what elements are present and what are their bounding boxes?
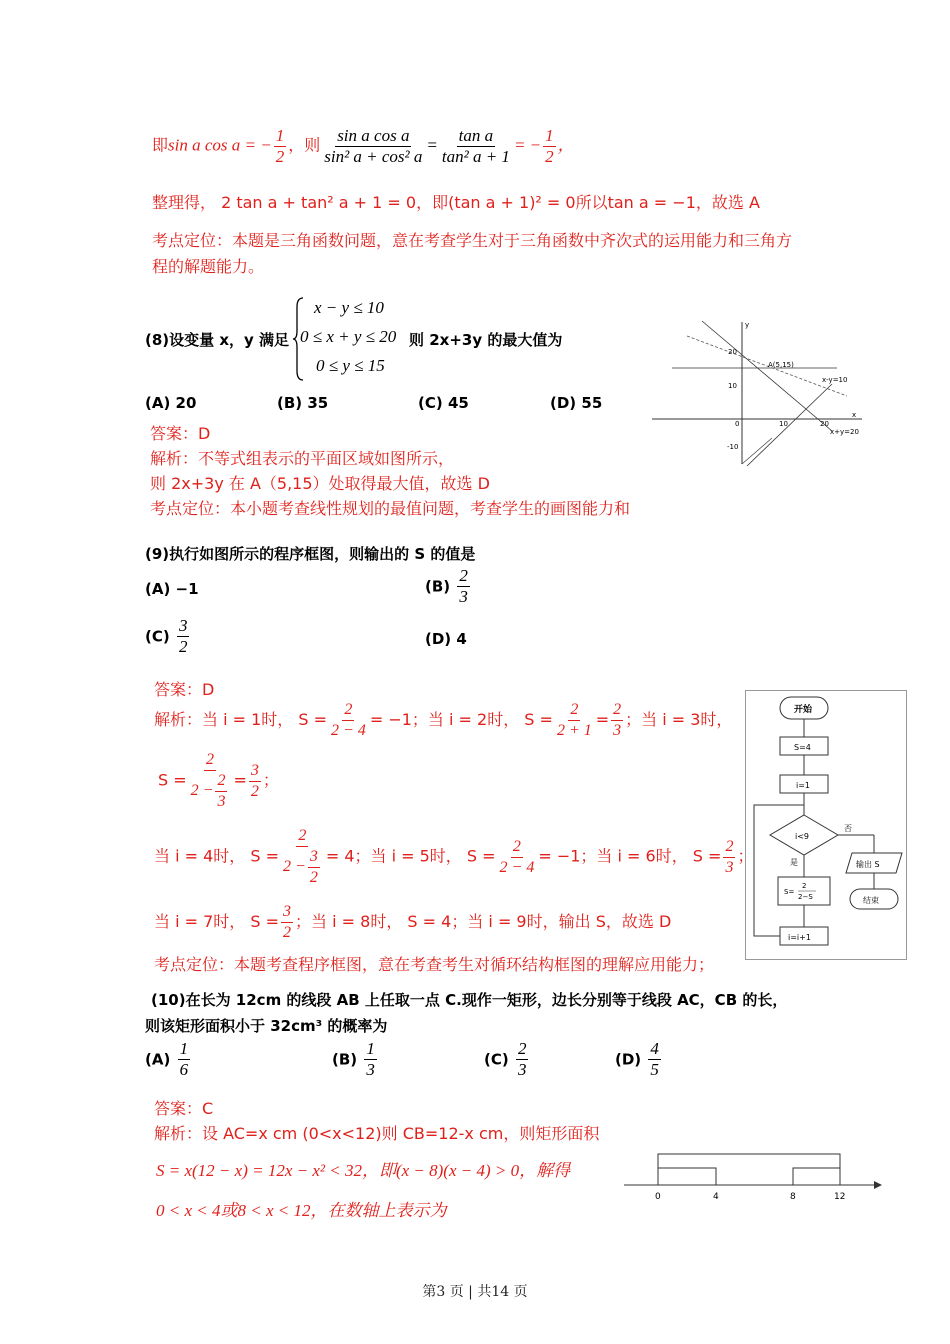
- q7-end: ，: [557, 135, 575, 155]
- q9-l3-a: 当 i = 4时， S =: [154, 846, 280, 866]
- q9-l2-res: [249, 761, 261, 802]
- q9-l3-den: [281, 847, 324, 888]
- q9-l3-f2-num: 2: [511, 837, 523, 858]
- q10-option-c-frac: [516, 1039, 529, 1080]
- q9-l1-f3: [611, 700, 623, 741]
- q7-half2-den: 2: [545, 147, 554, 166]
- q10-option-a: [145, 1039, 192, 1080]
- q9-l1-f3-num: 2: [611, 700, 623, 721]
- q10-option-d: [615, 1039, 663, 1080]
- q9-l1-d: ；当 i = 3时，: [625, 710, 733, 729]
- q10-option-b-label: (B): [332, 1050, 358, 1069]
- q8-tick-y20: 20: [728, 348, 737, 356]
- flow-assign-n: 2: [802, 882, 807, 890]
- q9-l1-b: = −1；当 i = 2时， S =: [369, 710, 553, 729]
- q9-l2-a: S =: [158, 770, 187, 790]
- q10-option-c: [484, 1039, 530, 1080]
- q8-y-label: y: [745, 321, 750, 329]
- q8-line-x-plus-y-20: [702, 321, 832, 431]
- q10-stem-1: (10)在长为 12cm 的线段 AB 上任取一点 C.现作一矩形，边长分别等于线段 AC，CB 的长，: [151, 991, 788, 1009]
- q9-option-b-num: 2: [459, 566, 468, 585]
- q9-l3-frac: [281, 826, 324, 888]
- q9-l4-num: 3: [281, 902, 293, 923]
- q9-l1-f1-den: 2 − 4: [331, 722, 366, 739]
- q7-half2: [543, 126, 556, 167]
- q9-l2-c: ；: [262, 770, 279, 790]
- q8-tick-x20: 20: [820, 420, 829, 428]
- q8-jiexi-1: 解析：不等式组表示的平面区域如图所示，: [150, 449, 455, 468]
- q9-l1-f2-den: 2 + 1: [556, 722, 592, 739]
- q8-answer: 答案：D: [150, 424, 211, 443]
- q8-x-label: x: [852, 411, 857, 419]
- q10-option-b-den: 3: [366, 1060, 375, 1079]
- q7-half2-num: 1: [545, 126, 554, 145]
- q8-stem-suffix: 则 2x+3y 的最大值为: [409, 331, 563, 349]
- q9-l3-f2: [498, 837, 537, 878]
- q9-option-b: [425, 566, 472, 607]
- q10-jiexi: 解析：设 AC=x cm (0<x<12)则 CB=12-x cm，则矩形面积: [154, 1124, 600, 1143]
- q8-stem-prefix: (8)设变量 x，y 满足: [145, 331, 290, 349]
- q7-eq: =: [426, 135, 438, 155]
- q9-l4-frac: [281, 902, 293, 943]
- q9-l3-f3: [723, 837, 735, 878]
- q9-l2-den: [189, 771, 232, 812]
- q7-half-num: 1: [275, 126, 285, 145]
- q10-option-b: [332, 1039, 379, 1080]
- flow-inc: i=i+1: [788, 933, 811, 942]
- q9-option-b-frac: [457, 566, 470, 607]
- q8-option-a: (A) 20: [145, 394, 197, 412]
- q7-line2: 整理得， 2 tan a + tan² a + 1 = 0，即(tan a + 1)² = 0所以tan a = −1，故选 A: [152, 193, 760, 212]
- q10-option-a-den: 6: [179, 1060, 189, 1079]
- q7-frac1: [322, 126, 424, 167]
- q9-l3-den-den: 2: [309, 869, 318, 886]
- q9-l3-d: ；: [737, 846, 754, 866]
- q10-option-a-frac: [178, 1039, 191, 1080]
- q10-option-d-label: (D): [615, 1050, 642, 1069]
- q10-line2: S = x(12 − x) = 12x − x² < 32，即(x − 8)(x − 4) > 0，解得: [156, 1161, 571, 1180]
- q8-line1-label: x-y=10: [822, 376, 848, 384]
- q10-outer-bracket: [658, 1154, 840, 1185]
- q10-axis-arrow: [874, 1181, 882, 1189]
- q9-stem: (9)执行如图所示的程序框图，则输出的 S 的值是: [145, 545, 476, 563]
- q9-l1-f2: [555, 700, 594, 741]
- q10-tick-8: 8: [790, 1192, 796, 1202]
- q10-option-d-frac: [648, 1039, 661, 1080]
- q9-l1-f3-den: 3: [613, 722, 622, 739]
- q10-tick-12: 12: [834, 1192, 846, 1202]
- q8-option-d: (D) 55: [550, 394, 603, 412]
- q9-option-c-frac: [177, 616, 190, 657]
- q9-l1-c: =: [595, 710, 610, 729]
- q9-l2-res-num: 3: [249, 761, 261, 782]
- q9-option-c-den: 2: [178, 637, 188, 656]
- q9-jiexi-line1: [154, 700, 732, 741]
- q9-option-d: (D) 4: [425, 630, 467, 648]
- q9-l2-b: =: [233, 770, 247, 790]
- q9-l2-den-den: 3: [217, 793, 226, 810]
- flow-start: 开始: [794, 705, 813, 715]
- q7-line1-expr: sin a cos a = −: [168, 135, 272, 155]
- q8-line-objective: [687, 336, 847, 396]
- q9-l2-den-frac: [215, 771, 227, 812]
- q9-l2-num: 2: [204, 750, 216, 771]
- q8-graph-svg: [652, 316, 867, 466]
- q7-frac1-den: sin² a + cos² a: [324, 147, 423, 166]
- q9-flowchart-svg: [746, 691, 906, 959]
- q10-option-d-num: 4: [650, 1039, 659, 1058]
- flow-no: 否: [844, 824, 852, 833]
- q9-l1-a: 解析：当 i = 1时， S =: [154, 710, 328, 729]
- q10-option-a-num: 1: [179, 1039, 189, 1058]
- q10-option-c-label: (C): [484, 1050, 509, 1069]
- q9-jiexi-line2: [158, 750, 279, 812]
- q9-l2-res-den: 2: [250, 782, 259, 800]
- q7-half-den: 2: [275, 147, 285, 166]
- q9-option-c-num: 3: [178, 616, 188, 635]
- flow-yes: 是: [790, 858, 798, 867]
- q10-option-a-label: (A): [145, 1050, 171, 1069]
- q8-line2-label: x+y=20: [830, 428, 859, 436]
- q9-l2-den-a: 2 −: [190, 782, 214, 800]
- q8-tick-origin: 0: [735, 420, 740, 428]
- flow-s4: S=4: [794, 743, 811, 752]
- q9-l3-f3-num: 2: [723, 837, 735, 858]
- q7-frac1-num: sin a cos a: [337, 126, 410, 145]
- q9-option-b-den: 3: [459, 587, 468, 606]
- q8-tick-ym10: -10: [727, 443, 739, 451]
- q10-number-line-svg: [622, 1148, 882, 1206]
- q9-l3-b: = 4；当 i = 5时， S =: [325, 846, 496, 866]
- q9-l4-den: 2: [283, 924, 292, 941]
- q9-option-b-label: (B): [425, 577, 451, 596]
- q9-l4-b: ；当 i = 8时， S = 4；当 i = 9时，输出 S，故选 D: [295, 912, 672, 931]
- q9-l1-f1-num: 2: [342, 700, 354, 721]
- q9-option-c: [145, 616, 191, 657]
- q8-sys-3: 0 ≤ y ≤ 15: [316, 356, 385, 375]
- q9-l3-den-frac: [308, 847, 320, 888]
- q10-tick-0: 0: [655, 1192, 661, 1202]
- q8-line-extra: [742, 438, 772, 464]
- q8-option-b: (B) 35: [277, 394, 329, 412]
- q7-line1-prefix: 即: [152, 135, 169, 155]
- q9-l3-den-a: 2 −: [283, 858, 306, 876]
- flow-assign-a: S=: [784, 888, 795, 896]
- q9-kaodian: 考点定位：本题考查程序框图，意在考查考生对循环结构框图的理解应用能力；: [154, 955, 715, 974]
- q10-answer: 答案：C: [154, 1099, 214, 1118]
- q7-frac2-den: tan² a + 1: [441, 147, 510, 166]
- q10-option-c-num: 2: [517, 1039, 527, 1058]
- flow-cond: i<9: [795, 832, 810, 841]
- flow-i1: i=1: [796, 781, 811, 790]
- page-footer: 第3 页 | 共14 页: [422, 1284, 528, 1300]
- q10-option-b-num: 1: [366, 1039, 375, 1058]
- q8-kaodian: 考点定位：本小题考查线性规划的最值问题，考查学生的画图能力和: [150, 499, 631, 518]
- q9-l2-frac: [189, 750, 232, 812]
- flow-assign-d: 2−S: [798, 893, 813, 901]
- q9-l2-den-num: 2: [215, 771, 227, 792]
- q9-jiexi-line4: [154, 902, 671, 943]
- q8-tick-x10: 10: [779, 420, 788, 428]
- q8-jiexi-2: 则 2x+3y 在 A（5,15）处取得最大值，故选 D: [150, 474, 490, 493]
- q7-kaodian-2: 程的解题能力。: [152, 257, 265, 276]
- q10-option-b-frac: [364, 1039, 377, 1080]
- flow-end: 结束: [863, 896, 879, 905]
- q10-right-interval: [793, 1168, 840, 1185]
- flow-out: 输出 S: [856, 860, 880, 869]
- q9-l3-num: 2: [296, 826, 308, 847]
- q9-flowchart: [745, 690, 907, 960]
- q9-l4-a: 当 i = 7时， S =: [154, 912, 280, 931]
- q9-l1-f2-num: 2: [568, 700, 580, 721]
- q10-option-c-den: 3: [517, 1060, 527, 1079]
- q9-option-a: (A) −1: [145, 580, 199, 598]
- q8-option-c: (C) 45: [418, 394, 469, 412]
- q10-line3: 0 < x < 4或8 < x < 12，在数轴上表示为: [156, 1201, 447, 1220]
- q8-feasible-region-graph: [652, 316, 867, 466]
- q7-line1: [152, 126, 575, 167]
- q9-jiexi-line3: [154, 826, 753, 888]
- q9-option-c-label: (C): [145, 627, 170, 646]
- q10-option-d-den: 5: [650, 1060, 659, 1079]
- q10-tick-4: 4: [713, 1192, 719, 1202]
- q9-l3-f3-den: 3: [725, 858, 734, 876]
- q8-sys-1: x − y ≤ 10: [314, 298, 384, 317]
- q7-frac2-num: tan a: [458, 126, 494, 145]
- q9-l3-den-num: 3: [308, 847, 320, 868]
- q9-l3-c: = −1；当 i = 6时， S =: [538, 846, 722, 866]
- q7-then: ，则: [288, 135, 321, 155]
- q8-point-a-label: A(5,15): [768, 361, 794, 369]
- q7-kaodian-1: 考点定位：本题是三角函数问题，意在考查学生对于三角函数中齐次式的运用能力和三角方: [152, 231, 793, 250]
- q7-eq2: = −: [513, 135, 542, 155]
- q8-sys-2: 0 ≤ x + y ≤ 20: [300, 327, 397, 346]
- q9-l1-f1: [329, 700, 368, 741]
- q8-tick-y10: 10: [728, 382, 737, 390]
- q7-half: [274, 126, 287, 167]
- q7-frac2: [440, 126, 512, 167]
- q9-answer: 答案：D: [154, 680, 215, 699]
- q10-number-line: [622, 1148, 882, 1206]
- q10-left-interval: [658, 1168, 716, 1185]
- q10-stem-2: 则该矩形面积小于 32cm³ 的概率为: [145, 1017, 388, 1035]
- q9-l3-f2-den: 2 − 4: [499, 858, 535, 876]
